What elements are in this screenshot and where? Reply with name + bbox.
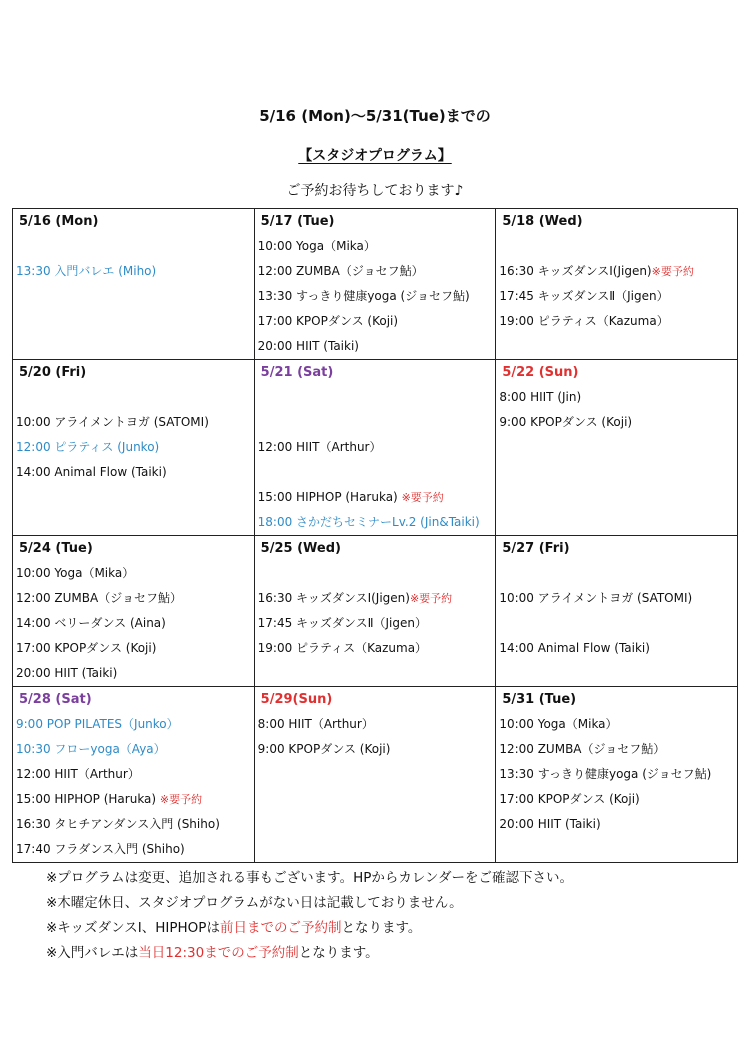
class-slot xyxy=(496,586,737,611)
day-cell xyxy=(496,360,738,536)
day-header: 5/25 (Wed) xyxy=(260,541,341,556)
class-time: 15:00 HIPHOP (Haruka) xyxy=(257,490,402,504)
day-header: 5/20 (Fri) xyxy=(19,365,87,380)
day-cell xyxy=(496,687,738,863)
class-time: 13:30 すっきり健康yoga (ジョセフ鮎) xyxy=(257,289,470,303)
subtitle-text: 【スタジオプログラム】 xyxy=(298,148,452,164)
day-header: 5/31 (Tue) xyxy=(502,692,577,707)
class-slot xyxy=(13,385,254,410)
class-time: 12:00 HIIT（Arthur） xyxy=(16,767,140,781)
class-slot xyxy=(255,410,496,435)
class-slot xyxy=(13,234,254,259)
class-time: 10:00 アライメントヨガ (SATOMI) xyxy=(499,591,693,605)
note-line xyxy=(46,941,736,966)
class-time: 17:00 KPOPダンス (Koji) xyxy=(499,792,640,806)
class-slot xyxy=(13,787,254,812)
day-cell xyxy=(496,209,738,360)
schedule-table xyxy=(12,208,738,863)
day-cell xyxy=(496,536,738,687)
class-time: 20:00 HIIT (Taiki) xyxy=(257,339,359,353)
class-time: 17:00 KPOPダンス (Koji) xyxy=(16,641,157,655)
class-slot xyxy=(496,234,737,259)
day-cell xyxy=(13,209,255,360)
class-slot xyxy=(13,636,254,661)
notes-section xyxy=(46,866,736,966)
note-text: ※入門バレエは xyxy=(46,945,139,961)
reservation-note: ※要予約 xyxy=(159,793,203,806)
day-header: 5/21 (Sat) xyxy=(260,365,334,380)
class-slot xyxy=(496,812,737,837)
day-cell xyxy=(13,360,255,536)
class-slot xyxy=(255,385,496,410)
note-highlight: 当日12:30までのご予約制 xyxy=(138,945,299,961)
class-slot xyxy=(255,259,496,284)
class-slot xyxy=(13,812,254,837)
day-cell xyxy=(13,536,255,687)
class-time: 9:00 KPOPダンス (Koji) xyxy=(499,415,633,429)
class-slot xyxy=(13,410,254,435)
class-slot xyxy=(496,636,737,661)
class-time: 13:30 すっきり健康yoga (ジョセフ鮎) xyxy=(499,767,712,781)
class-slot xyxy=(13,435,254,460)
class-time: 15:00 HIPHOP (Haruka) xyxy=(16,792,160,806)
note-text: ※木曜定休日、スタジオプログラムがない日は記載しておりません。 xyxy=(46,895,463,911)
class-time: 17:45 キッズダンスⅡ（Jigen） xyxy=(257,616,427,630)
page-title: 5/16 (Mon)〜5/31(Tue)までの xyxy=(259,107,491,125)
class-slot xyxy=(496,787,737,812)
class-slot xyxy=(13,837,254,862)
class-slot xyxy=(255,586,496,611)
class-time: 14:00 ベリーダンス (Aina) xyxy=(16,616,166,630)
class-time: 10:00 Yoga（Mika） xyxy=(499,717,618,731)
day-header: 5/28 (Sat) xyxy=(19,692,92,707)
class-slot xyxy=(496,410,737,435)
reservation-note: ※要予約 xyxy=(651,265,694,278)
class-time: 14:00 Animal Flow (Taiki) xyxy=(499,641,650,655)
day-header: 5/16 (Mon) xyxy=(19,214,99,229)
class-time: 16:30 キッズダンスⅠ(Jigen) xyxy=(257,591,410,605)
class-slot xyxy=(255,561,496,586)
note-text: となります。 xyxy=(341,920,422,936)
week-row xyxy=(13,209,738,360)
day-cell xyxy=(13,687,255,863)
class-slot xyxy=(255,435,496,460)
day-cell xyxy=(254,360,496,536)
page-subtitle xyxy=(0,145,750,165)
class-time: 10:00 Yoga（Mika） xyxy=(16,566,135,580)
week-row xyxy=(13,360,738,536)
day-cell xyxy=(254,209,496,360)
class-slot xyxy=(496,284,737,309)
class-slot xyxy=(255,284,496,309)
class-time: 10:30 フローyoga（Aya） xyxy=(16,742,166,756)
class-time: 12:00 ZUMBA（ジョセフ鮎） xyxy=(16,591,182,605)
class-time: 16:30 キッズダンスⅠ(Jigen) xyxy=(499,264,652,278)
reservation-note: ※要予約 xyxy=(401,491,444,504)
class-time: 12:00 ZUMBA（ジョセフ鮎） xyxy=(499,742,666,756)
class-slot xyxy=(13,561,254,586)
class-slot xyxy=(496,385,737,410)
class-slot xyxy=(496,762,737,787)
class-slot xyxy=(13,586,254,611)
class-slot xyxy=(13,661,254,686)
note-line xyxy=(46,891,736,916)
note-text: となります。 xyxy=(298,945,379,961)
class-time: 13:30 入門バレエ (Miho) xyxy=(16,264,157,278)
class-slot xyxy=(255,737,496,762)
day-cell xyxy=(254,687,496,863)
class-time: 9:00 KPOPダンス (Koji) xyxy=(257,742,391,756)
day-header: 5/22 (Sun) xyxy=(502,365,579,380)
class-slot xyxy=(255,712,496,737)
class-time: 20:00 HIIT (Taiki) xyxy=(16,666,118,680)
note-highlight: 前日までのご予約制 xyxy=(219,920,342,936)
class-slot xyxy=(496,309,737,334)
class-slot xyxy=(496,737,737,762)
class-slot xyxy=(255,334,496,359)
reservation-note: ※要予約 xyxy=(409,592,453,605)
day-header: 5/17 (Tue) xyxy=(260,214,335,229)
class-slot xyxy=(13,762,254,787)
class-time: 12:00 HIIT（Arthur） xyxy=(257,440,382,454)
day-header: 5/27 (Fri) xyxy=(502,541,570,556)
class-slot xyxy=(496,712,737,737)
note-text: ※プログラムは変更、追加される事もございます。HPからカレンダーをご確認下さい。 xyxy=(46,870,574,886)
class-time: 16:30 タヒチアンダンス入門 (Shiho) xyxy=(16,817,220,831)
class-time: 19:00 ピラティス（Kazuma） xyxy=(257,641,428,655)
class-slot xyxy=(13,712,254,737)
week-row xyxy=(13,687,738,863)
class-slot xyxy=(13,460,254,485)
day-header: 5/29(Sun) xyxy=(260,692,333,707)
note-text: ※キッズダンスⅠ、HIPHOPは xyxy=(46,920,220,936)
class-time: 12:00 ZUMBA（ジョセフ鮎） xyxy=(257,264,424,278)
note-line xyxy=(46,866,736,891)
day-cell xyxy=(254,536,496,687)
class-slot xyxy=(496,259,737,284)
class-time: 17:40 フラダンス入門 (Shiho) xyxy=(16,842,185,856)
welcome-message: ご予約お待ちしております♪ xyxy=(286,183,464,199)
class-time: 10:00 アライメントヨガ (SATOMI) xyxy=(16,415,209,429)
class-time: 10:00 Yoga（Mika） xyxy=(257,239,376,253)
class-time: 17:45 キッズダンスⅡ（Jigen） xyxy=(499,289,669,303)
class-time: 8:00 HIIT (Jin) xyxy=(499,390,582,404)
class-time: 17:00 KPOPダンス (Koji) xyxy=(257,314,399,328)
note-line xyxy=(46,916,736,941)
class-slot xyxy=(13,737,254,762)
class-slot xyxy=(255,510,496,535)
day-header: 5/18 (Wed) xyxy=(502,214,583,229)
class-time: 20:00 HIIT (Taiki) xyxy=(499,817,601,831)
class-slot xyxy=(255,611,496,636)
class-time: 12:00 ピラティス (Junko) xyxy=(16,440,160,454)
class-time: 19:00 ピラティス（Kazuma） xyxy=(499,314,669,328)
class-slot xyxy=(13,611,254,636)
day-header: 5/24 (Tue) xyxy=(19,541,93,556)
class-slot xyxy=(255,485,496,510)
class-time: 18:00 さかだちセミナーLv.2 (Jin&Taiki) xyxy=(257,515,480,529)
class-slot xyxy=(255,636,496,661)
class-slot xyxy=(255,309,496,334)
class-slot xyxy=(255,460,496,485)
class-time: 14:00 Animal Flow (Taiki) xyxy=(16,465,167,479)
class-time: 9:00 POP PILATES（Junko） xyxy=(16,717,179,731)
class-slot xyxy=(496,611,737,636)
class-slot xyxy=(496,561,737,586)
class-time: 8:00 HIIT（Arthur） xyxy=(257,717,374,731)
class-slot xyxy=(255,234,496,259)
class-slot xyxy=(13,259,254,284)
week-row xyxy=(13,536,738,687)
